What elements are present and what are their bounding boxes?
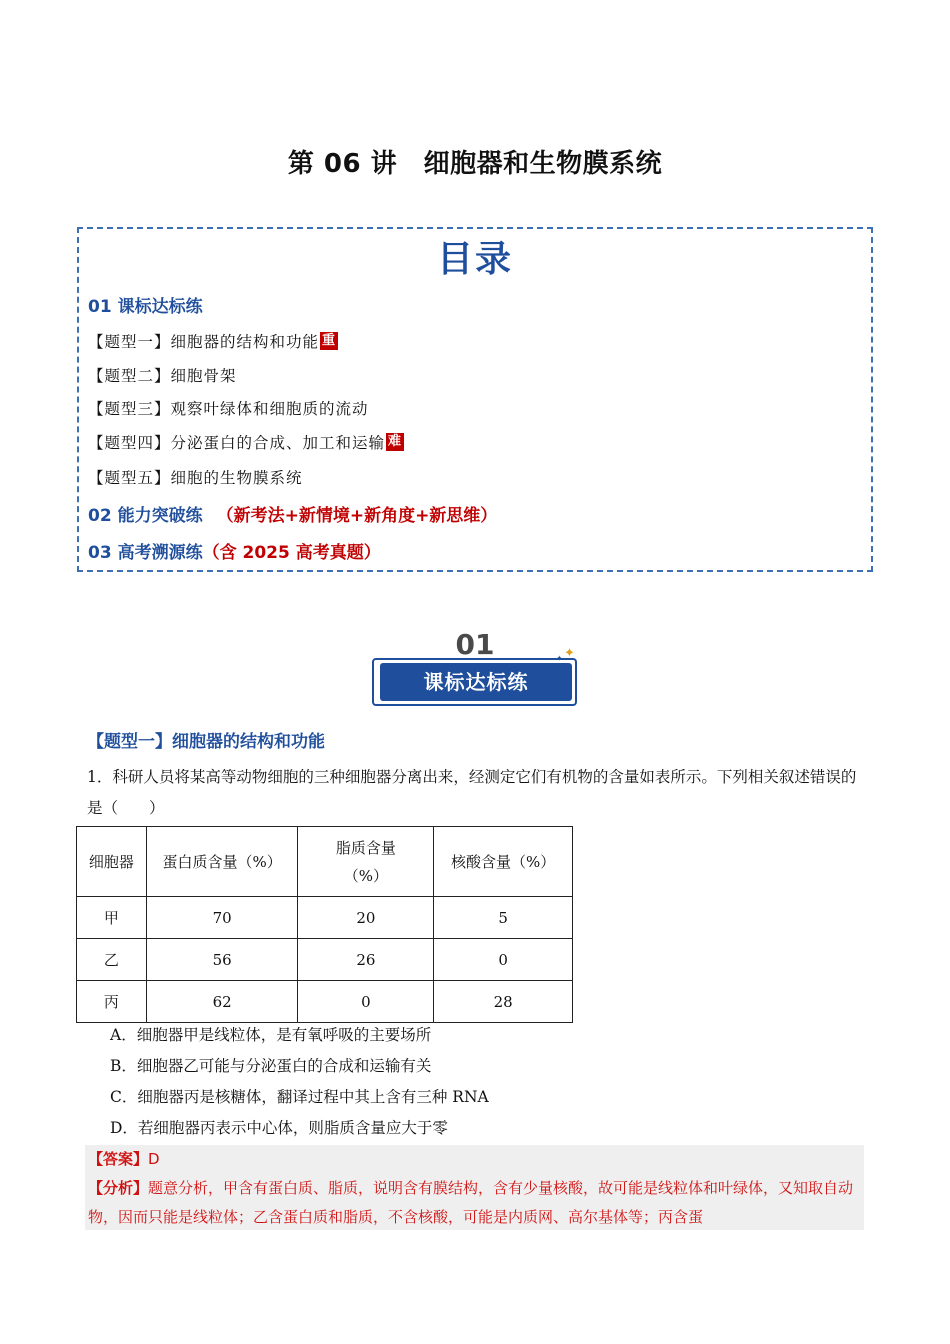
document-title: 第 06 讲 细胞器和生物膜系统 — [287, 149, 663, 179]
table-cell: 70 — [146, 897, 298, 939]
table-cell: 28 — [434, 981, 573, 1023]
toc-section-1-label: 01 课标达标练 — [88, 297, 203, 317]
answer-value: D — [148, 1150, 160, 1168]
answer-label: 【答案】 — [88, 1150, 149, 1168]
answer-options — [110, 1020, 489, 1144]
table-header: 核酸含量（%） — [434, 827, 573, 897]
table-cell: 0 — [298, 981, 434, 1023]
table-header: 蛋白质含量（%） — [146, 827, 298, 897]
table-of-contents — [77, 227, 873, 572]
option-b[interactable]: B．细胞器乙可能与分泌蛋白的合成和运输有关 — [110, 1057, 432, 1075]
toc-item-4[interactable] — [88, 431, 404, 453]
toc-item-label: 【题型五】细胞的生物膜系统 — [88, 469, 303, 487]
toc-section-2-note: （新考法+新情境+新角度+新思维） — [216, 506, 498, 526]
toc-section-3-label: 03 高考溯源练 — [88, 543, 203, 563]
organelle-table — [76, 826, 573, 1023]
difficult-badge: 难 — [388, 434, 403, 449]
table-header: 脂质含量（%） — [298, 827, 434, 897]
table-cell: 56 — [146, 939, 298, 981]
type-heading: 【题型一】细胞器的结构和功能 — [87, 732, 325, 752]
table-row — [77, 897, 573, 939]
table-header: 细胞器 — [77, 827, 147, 897]
table-cell: 62 — [146, 981, 298, 1023]
toc-section-3-note: （含 2025 高考真题） — [202, 543, 381, 563]
table-cell: 20 — [298, 897, 434, 939]
toc-section-2-label: 02 能力突破练 — [88, 506, 203, 526]
answer-line — [88, 1145, 864, 1174]
table-row — [77, 981, 573, 1023]
table-cell: 丙 — [77, 981, 147, 1023]
table-cell: 5 — [434, 897, 573, 939]
key-badge: 重 — [322, 333, 337, 348]
toc-heading: 目录 — [436, 239, 513, 280]
toc-section-2[interactable] — [88, 501, 497, 526]
analysis-label: 【分析】 — [88, 1179, 149, 1197]
question-text: 1．科研人员将某高等动物细胞的三种细胞器分离出来，经测定它们有机物的含量如表所示。下列相关叙述错误的是（ ） — [87, 768, 857, 817]
section-banner — [370, 628, 580, 708]
toc-item-5[interactable] — [88, 466, 303, 488]
toc-item-label: 【题型二】细胞骨架 — [88, 367, 237, 385]
analysis-line — [88, 1174, 864, 1230]
banner-number: 01 — [455, 628, 495, 661]
table-cell: 甲 — [77, 897, 147, 939]
option-c[interactable]: C．细胞器丙是核糖体，翻译过程中其上含有三种 RNA — [110, 1088, 489, 1106]
answer-box — [85, 1145, 864, 1230]
toc-item-1[interactable] — [88, 330, 338, 352]
option-d[interactable]: D．若细胞器丙表示中心体，则脂质含量应大于零 — [110, 1119, 448, 1137]
option-a[interactable]: A．细胞器甲是线粒体，是有氧呼吸的主要场所 — [110, 1026, 432, 1044]
table-header-row — [77, 827, 573, 897]
table-cell: 乙 — [77, 939, 147, 981]
table-row — [77, 939, 573, 981]
toc-item-label: 【题型四】分泌蛋白的合成、加工和运输 — [88, 434, 386, 452]
toc-item-label: 【题型一】细胞器的结构和功能 — [88, 333, 320, 351]
table-cell: 26 — [298, 939, 434, 981]
sparkle-icon: ✦ — [556, 654, 563, 663]
toc-section-1[interactable] — [88, 292, 203, 317]
analysis-text: 题意分析，甲含有蛋白质、脂质，说明含有膜结构，含有少量核酸，故可能是线粒体和叶绿体，又知取自动物，因而只能是线粒体；乙含蛋白质和脂质，不含核酸，可能是内质网、高尔基体等；丙含蛋 — [88, 1179, 854, 1226]
toc-item-label: 【题型三】观察叶绿体和细胞质的流动 — [88, 400, 369, 418]
sparkle-icon: ✦ — [564, 646, 575, 661]
toc-section-3[interactable] — [88, 538, 381, 563]
toc-item-3[interactable] — [88, 397, 369, 419]
banner-label: 课标达标练 — [380, 663, 572, 701]
table-cell: 0 — [434, 939, 573, 981]
toc-item-2[interactable] — [88, 364, 237, 386]
